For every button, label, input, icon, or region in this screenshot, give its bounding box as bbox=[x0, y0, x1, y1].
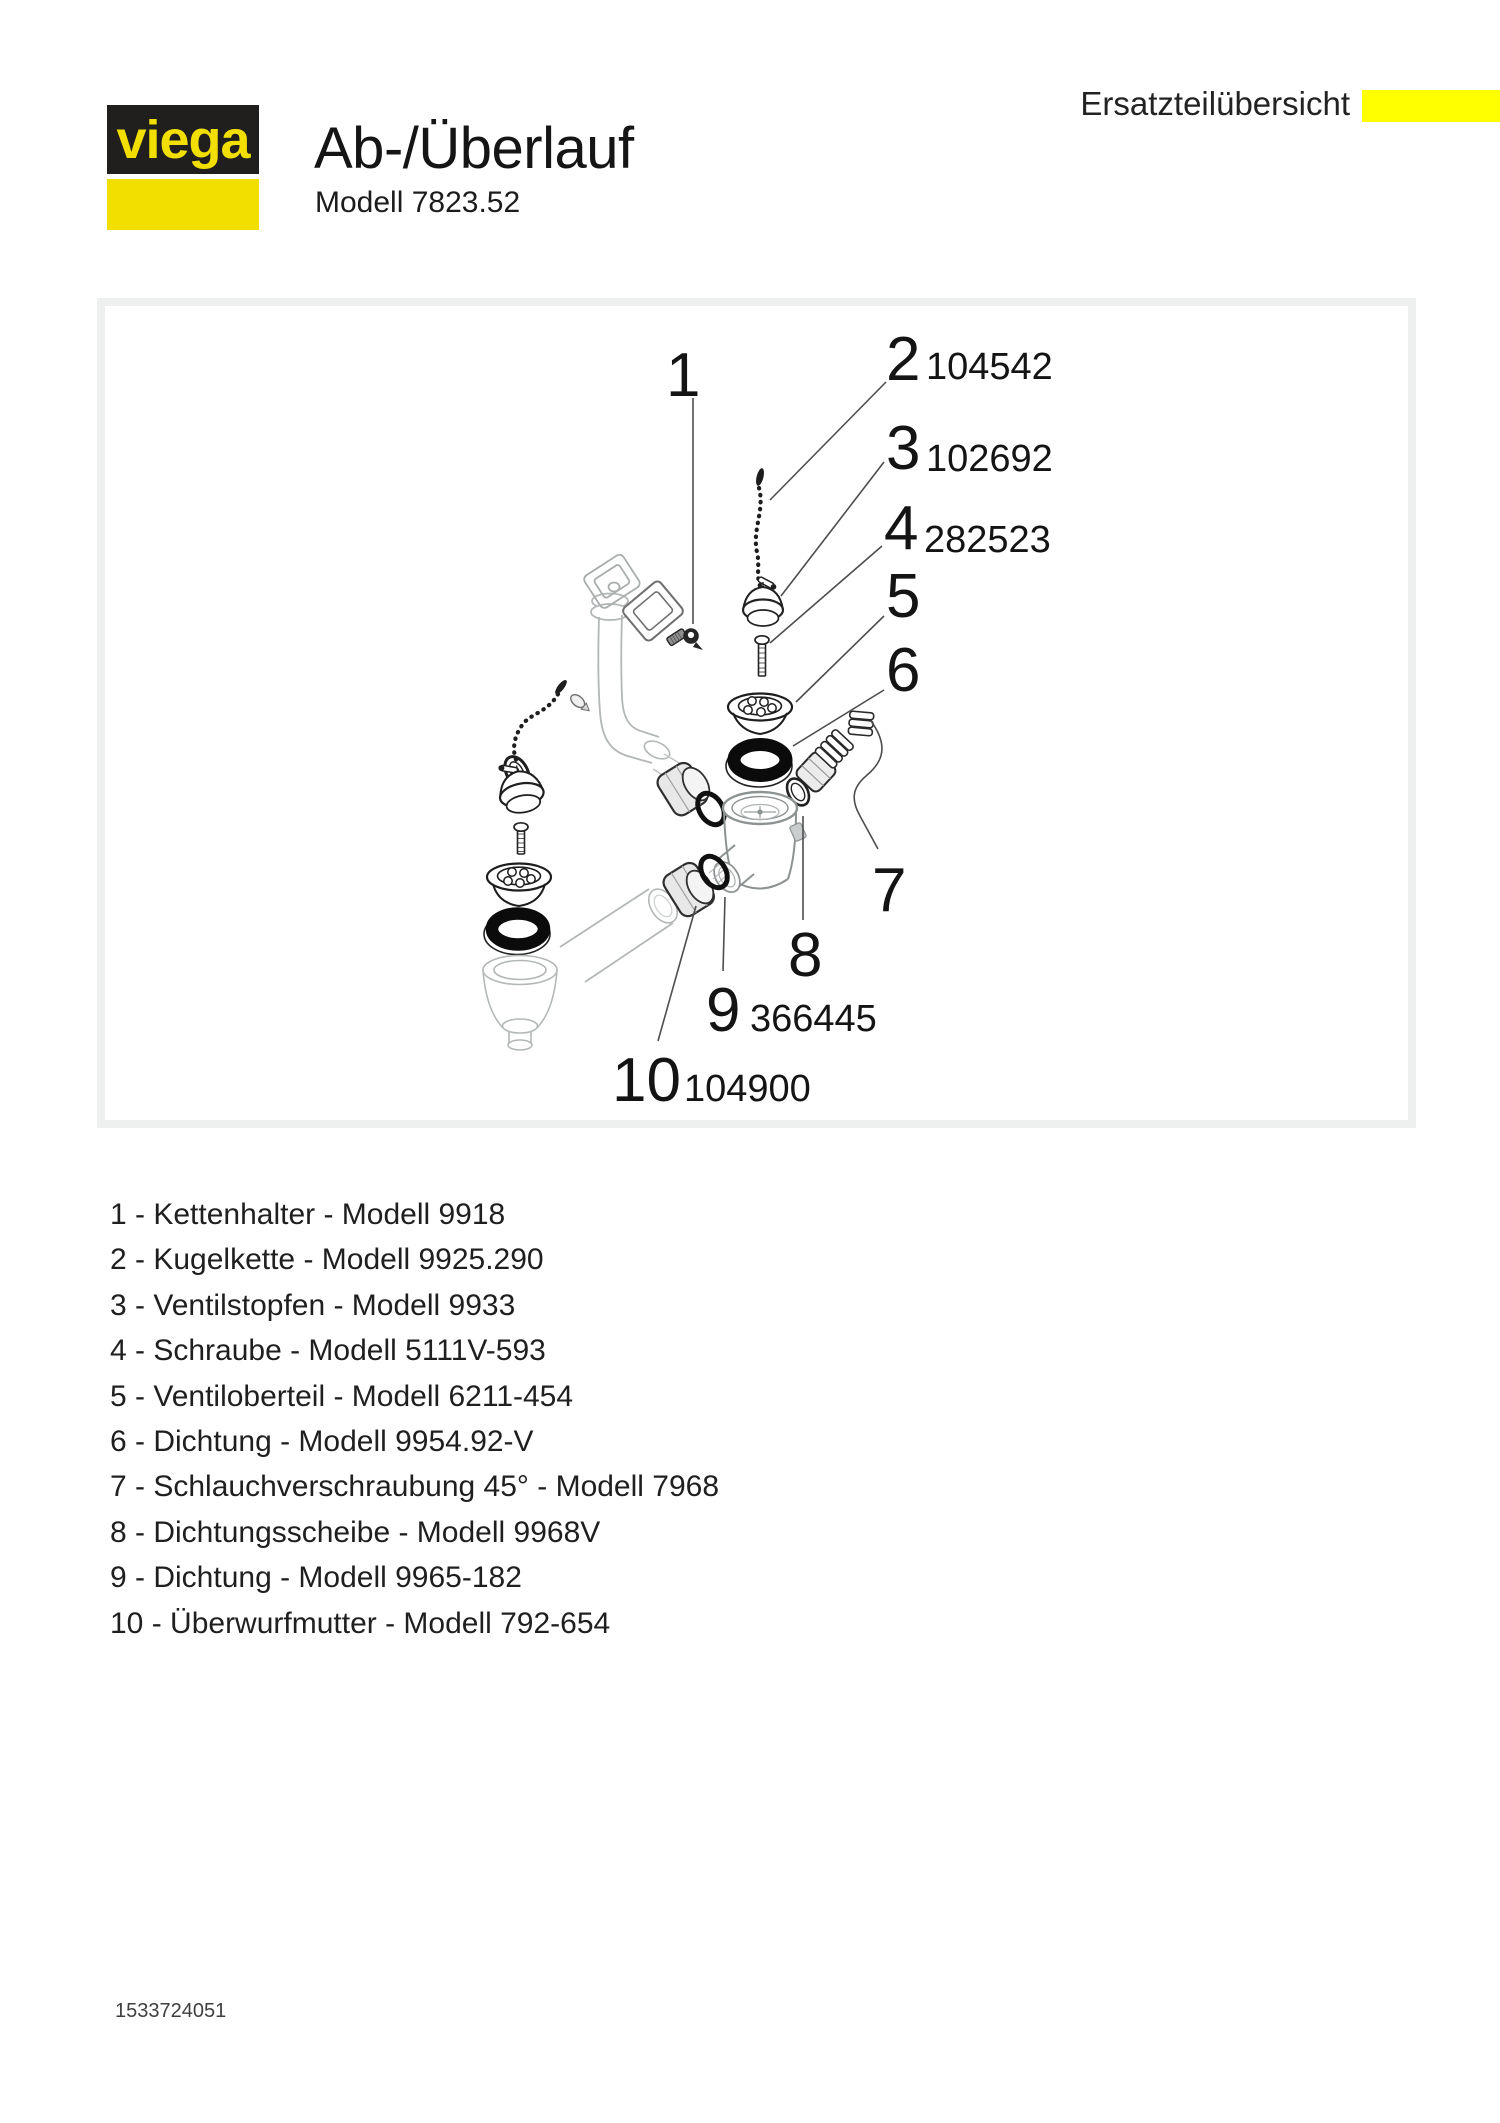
callout-5: 5 bbox=[886, 562, 921, 631]
parts-list-item: 7 - Schlauchverschraubung 45° - Modell 7968 bbox=[110, 1470, 720, 1504]
exploded-drawing bbox=[105, 306, 1408, 1120]
parts-list bbox=[110, 1192, 719, 1646]
callout-9-code: 366445 bbox=[750, 998, 877, 1040]
parts-list-item: 6 - Dichtung - Modell 9954.92-V bbox=[110, 1424, 534, 1458]
callout-4: 4 bbox=[884, 494, 919, 563]
callout-2-code: 104542 bbox=[926, 346, 1053, 388]
left-ventiloberteil-drawing bbox=[487, 864, 551, 907]
callout-10-code: 104900 bbox=[684, 1068, 811, 1110]
leader-line-3 bbox=[781, 462, 884, 596]
part-10-ueberwurfmutter-upper bbox=[654, 760, 715, 819]
diagram-panel bbox=[97, 298, 1416, 1128]
callout-3-code: 102692 bbox=[926, 438, 1053, 480]
left-schraube-drawing bbox=[514, 823, 528, 854]
part-5-ventiloberteil bbox=[728, 694, 792, 735]
parts-list-item: 8 - Dichtungsscheibe - Modell 9968V bbox=[110, 1515, 601, 1549]
left-chain-screw-drawing bbox=[568, 692, 592, 714]
callout-6: 6 bbox=[886, 636, 921, 705]
page-subtitle: Modell 7823.52 bbox=[315, 186, 521, 219]
callout-7: 7 bbox=[872, 856, 907, 925]
parts-list-item: 2 - Kugelkette - Modell 9925.290 bbox=[110, 1243, 544, 1277]
corner-accent-bar bbox=[1362, 90, 1500, 122]
leader-line-5 bbox=[796, 616, 884, 702]
callout-9: 9 bbox=[706, 976, 741, 1045]
callouts bbox=[612, 325, 1053, 1115]
callout-10: 10 bbox=[612, 1046, 681, 1115]
callout-1: 1 bbox=[666, 341, 701, 410]
leader-line-10 bbox=[658, 906, 696, 1041]
footer-doc-code: 1533724051 bbox=[115, 2000, 227, 2022]
callout-3: 3 bbox=[886, 414, 921, 483]
leader-line-4 bbox=[770, 546, 882, 643]
viega-logo bbox=[107, 105, 259, 174]
part-2-kugelkette bbox=[755, 467, 766, 586]
strainer-cup-drawing bbox=[483, 956, 557, 1051]
parts-list-item: 4 - Schraube - Modell 5111V-593 bbox=[110, 1334, 546, 1368]
viega-logo-text: viega bbox=[116, 109, 250, 170]
parts-list-item: 10 - Überwurfmutter - Modell 792-654 bbox=[110, 1606, 611, 1640]
parts-list-item: 1 - Kettenhalter - Modell 9918 bbox=[110, 1198, 506, 1231]
left-kugelkette-drawing bbox=[514, 678, 569, 762]
parts-list-item: 3 - Ventilstopfen - Modell 9933 bbox=[110, 1288, 516, 1322]
left-dichtung-drawing bbox=[484, 914, 550, 955]
page-title: Ab-/Überlauf bbox=[314, 116, 634, 181]
parts-list-item: 5 - Ventiloberteil - Modell 6211-454 bbox=[110, 1379, 574, 1413]
viega-logo-yellow-block bbox=[107, 179, 259, 230]
corner-label: Ersatzteilübersicht bbox=[1080, 85, 1350, 122]
part-1-kettenhalter bbox=[666, 628, 703, 650]
callout-8: 8 bbox=[788, 921, 823, 990]
part-6-dichtung bbox=[726, 745, 792, 788]
leader-line-9 bbox=[723, 897, 725, 971]
parts-list-item: 9 - Dichtung - Modell 9965-182 bbox=[110, 1561, 522, 1595]
drain-pipe-drawing bbox=[560, 884, 683, 982]
part-7-schlauchverschraubung bbox=[794, 711, 874, 794]
t-body-drawing bbox=[709, 792, 807, 897]
callout-4-code: 282523 bbox=[924, 519, 1051, 561]
callout-2: 2 bbox=[886, 325, 921, 394]
part-4-schraube bbox=[755, 636, 769, 676]
leader-line-7 bbox=[854, 721, 882, 849]
part-3-ventilstopfen bbox=[743, 576, 783, 626]
